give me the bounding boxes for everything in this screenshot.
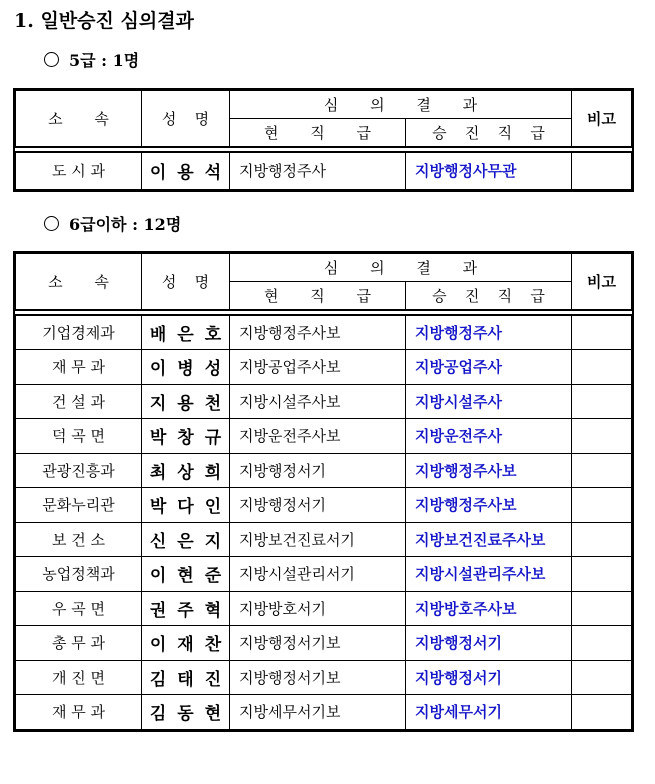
header-dept: 소 속 xyxy=(16,254,142,311)
dept-cell: 재 무 과 xyxy=(16,350,142,385)
header-current: 현 직 급 xyxy=(230,119,406,148)
note-cell xyxy=(572,419,632,454)
promoted-grade-cell: 지방행정주사보 xyxy=(406,488,572,523)
table-row xyxy=(16,522,632,557)
table-row xyxy=(16,315,632,350)
name-cell: 김 태 진 xyxy=(142,660,230,695)
section1-title xyxy=(44,48,139,71)
table-row xyxy=(16,350,632,385)
note-cell xyxy=(572,453,632,488)
table-row xyxy=(16,152,632,189)
note-cell xyxy=(572,522,632,557)
header-promoted: 승 진 직 급 xyxy=(406,119,572,148)
promoted-grade-cell: 지방세무서기 xyxy=(406,695,572,730)
table-row xyxy=(16,695,632,730)
dept-cell: 총 무 과 xyxy=(16,626,142,661)
grade5-result-table xyxy=(15,90,632,190)
note-cell xyxy=(572,384,632,419)
dept-cell: 기업경제과 xyxy=(16,315,142,350)
promoted-grade-cell: 지방행정주사 xyxy=(406,315,572,350)
note-cell xyxy=(572,350,632,385)
section2-title-text: 6급이하 : 12명 xyxy=(69,215,182,234)
note-cell xyxy=(572,660,632,695)
name-cell: 박 창 규 xyxy=(142,419,230,454)
dept-cell: 보 건 소 xyxy=(16,522,142,557)
table-row xyxy=(16,557,632,592)
name-cell: 권 주 혁 xyxy=(142,591,230,626)
name-cell: 신 은 지 xyxy=(142,522,230,557)
current-grade-cell: 지방세무서기보 xyxy=(230,695,406,730)
name-cell: 배 은 호 xyxy=(142,315,230,350)
current-grade-cell: 지방행정서기 xyxy=(230,453,406,488)
dept-cell: 건 설 과 xyxy=(16,384,142,419)
current-grade-cell: 지방시설관리서기 xyxy=(230,557,406,592)
current-grade-cell: 지방행정주사 xyxy=(230,152,406,189)
circle-bullet-icon xyxy=(44,216,59,231)
section1-title-text: 5급 : 1명 xyxy=(69,51,140,70)
name-cell: 이 병 성 xyxy=(142,350,230,385)
table-row xyxy=(16,384,632,419)
name-cell: 지 용 천 xyxy=(142,384,230,419)
note-cell xyxy=(572,315,632,350)
current-grade-cell: 지방방호서기 xyxy=(230,591,406,626)
promoted-grade-cell: 지방행정서기 xyxy=(406,626,572,661)
dept-cell: 우 곡 면 xyxy=(16,591,142,626)
dept-cell: 도 시 과 xyxy=(16,152,142,189)
header-promoted: 승 진 직 급 xyxy=(406,282,572,311)
current-grade-cell: 지방운전주사보 xyxy=(230,419,406,454)
header-name: 성 명 xyxy=(142,91,230,148)
promoted-grade-cell: 지방시설관리주사보 xyxy=(406,557,572,592)
table-row xyxy=(16,660,632,695)
note-cell xyxy=(572,152,632,189)
current-grade-cell: 지방행정서기보 xyxy=(230,626,406,661)
current-grade-cell: 지방보건진료서기 xyxy=(230,522,406,557)
page-title: 1. 일반승진 심의결과 xyxy=(14,10,194,32)
current-grade-cell: 지방행정서기보 xyxy=(230,660,406,695)
table-row xyxy=(16,419,632,454)
promoted-grade-cell: 지방방호주사보 xyxy=(406,591,572,626)
current-grade-cell: 지방행정서기 xyxy=(230,488,406,523)
promoted-grade-cell: 지방운전주사 xyxy=(406,419,572,454)
note-cell xyxy=(572,557,632,592)
name-cell: 이 현 준 xyxy=(142,557,230,592)
table-row xyxy=(16,488,632,523)
promoted-grade-cell: 지방행정서기 xyxy=(406,660,572,695)
promoted-grade-cell: 지방행정주사보 xyxy=(406,453,572,488)
dept-cell: 관광진흥과 xyxy=(16,453,142,488)
note-cell xyxy=(572,695,632,730)
current-grade-cell: 지방시설주사보 xyxy=(230,384,406,419)
grade6-result-table xyxy=(15,253,632,730)
name-cell: 최 상 희 xyxy=(142,453,230,488)
header-result: 심 의 결 과 xyxy=(230,91,572,119)
dept-cell: 개 진 면 xyxy=(16,660,142,695)
promoted-grade-cell: 지방공업주사 xyxy=(406,350,572,385)
promoted-grade-cell: 지방행정사무관 xyxy=(406,152,572,189)
table-row xyxy=(16,453,632,488)
name-cell: 이 용 석 xyxy=(142,152,230,189)
note-cell xyxy=(572,591,632,626)
header-dept: 소 속 xyxy=(16,91,142,148)
promoted-grade-cell: 지방시설주사 xyxy=(406,384,572,419)
promoted-grade-cell: 지방보건진료주사보 xyxy=(406,522,572,557)
note-cell xyxy=(572,488,632,523)
name-cell: 박 다 인 xyxy=(142,488,230,523)
header-note: 비고 xyxy=(572,91,632,148)
table-row xyxy=(16,591,632,626)
circle-bullet-icon xyxy=(44,52,59,67)
header-note: 비고 xyxy=(572,254,632,311)
note-cell xyxy=(572,626,632,661)
dept-cell: 농업정책과 xyxy=(16,557,142,592)
header-name: 성 명 xyxy=(142,254,230,311)
header-current: 현 직 급 xyxy=(230,282,406,311)
current-grade-cell: 지방행정주사보 xyxy=(230,315,406,350)
table-row xyxy=(16,626,632,661)
dept-cell: 재 무 과 xyxy=(16,695,142,730)
current-grade-cell: 지방공업주사보 xyxy=(230,350,406,385)
dept-cell: 덕 곡 면 xyxy=(16,419,142,454)
section2-title xyxy=(44,212,181,235)
dept-cell: 문화누리관 xyxy=(16,488,142,523)
header-result: 심 의 결 과 xyxy=(230,254,572,282)
name-cell: 김 동 현 xyxy=(142,695,230,730)
name-cell: 이 재 찬 xyxy=(142,626,230,661)
